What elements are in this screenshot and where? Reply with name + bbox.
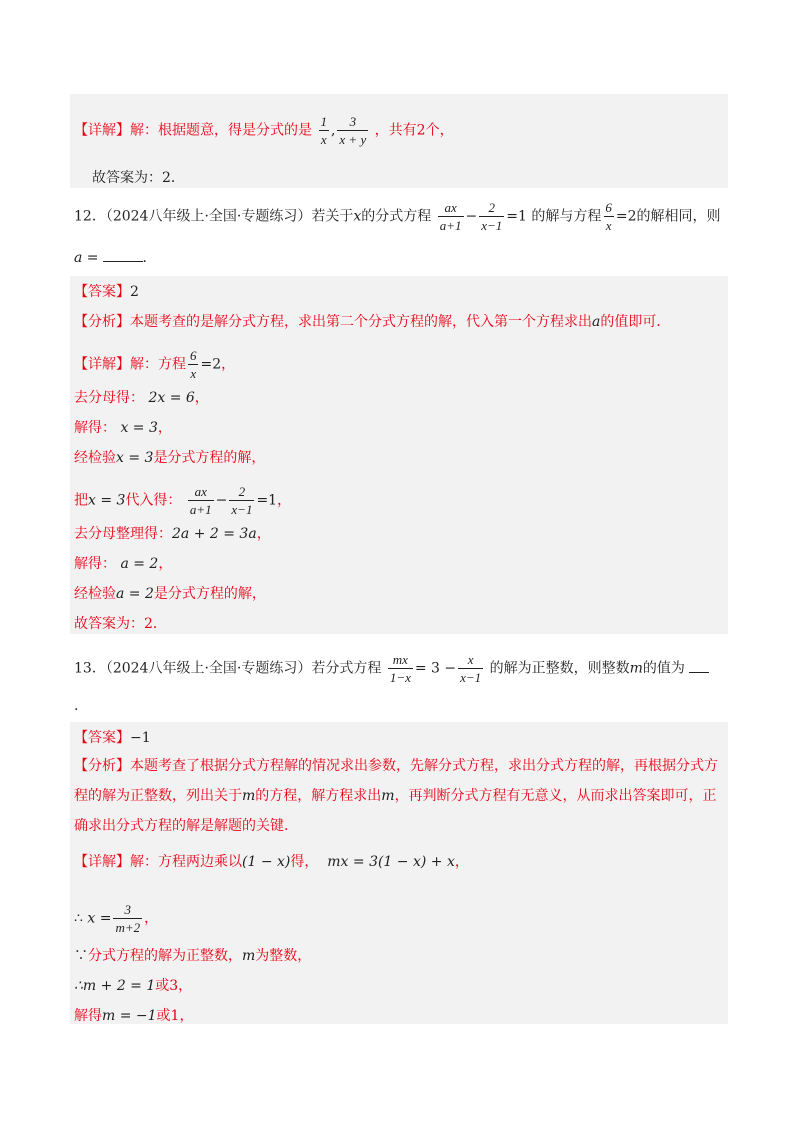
- step-text: 或3，: [155, 978, 193, 994]
- step-end: ，: [194, 390, 209, 406]
- q13-analysis-1: [74, 756, 718, 776]
- frac-2: $\frac{2}{x-1}$: [231, 484, 253, 517]
- q13-mid: = 3 −: [414, 660, 457, 677]
- step-text: 去分母整理得：: [74, 526, 172, 542]
- step-end: ，: [144, 910, 159, 927]
- q12-stem: [74, 200, 721, 233]
- therefore-symbol: ∴: [74, 910, 83, 927]
- analysis-tag: 【分析】: [74, 758, 130, 774]
- step-math: a = 2: [116, 586, 154, 602]
- q12-frac-2: $\frac{2}{x-1}$: [481, 200, 503, 233]
- analysis-text-b: 的值即可．: [600, 314, 671, 330]
- q12-step-8: [74, 584, 266, 604]
- q12-number: 12．: [74, 208, 106, 225]
- step-math: a = 2: [120, 556, 159, 572]
- step-math: =2: [200, 356, 222, 373]
- step-end: ，: [256, 526, 271, 542]
- step-end: ，: [221, 356, 236, 373]
- analysis-text-a: 程的解为正整数，列出关于: [74, 788, 242, 804]
- answer-blank[interactable]: [103, 247, 143, 262]
- q13-analysis-3: 确求出分式方程的解是解题的关键．: [74, 818, 298, 834]
- frac-ax: $\frac{ax}{a+1}$: [189, 484, 212, 517]
- detail-tag: 【详解】: [74, 854, 130, 870]
- answer-value: −1: [130, 730, 151, 746]
- q13-step-2: [74, 902, 158, 935]
- q12-var-x: x: [353, 208, 362, 225]
- q11-detail-line: 【详解】解：根据题意，得是分式的是 $\frac{1}{x}$ , $\frac{3}{x + y}$ ，共有2个，: [74, 114, 454, 147]
- q12-step-4: [74, 448, 265, 468]
- answer-blank[interactable]: [689, 658, 709, 673]
- analysis-var-1: m: [242, 788, 256, 804]
- analysis-text-b: 的方程，解方程求出: [255, 788, 382, 804]
- step-text-a: 把: [74, 492, 88, 509]
- analysis-tag: 【分析】: [74, 314, 130, 330]
- analysis-text-a: 本题考查的是解分式方程，求出第二个分式方程的解，代入第一个方程求出: [130, 314, 592, 330]
- step-end: ，: [277, 492, 292, 509]
- frac-6-over-x: $\frac{6}{x}$: [190, 348, 197, 381]
- q11-answer-line: 故答案为：2．: [92, 170, 185, 186]
- step-math: x = 3: [116, 450, 154, 466]
- step-end: ，: [158, 556, 173, 572]
- step-math: m = −1: [102, 1008, 157, 1024]
- q12-blank-line: [74, 247, 157, 268]
- step-text: 去分母得：: [74, 390, 144, 406]
- step-math: ∴m + 2 = 1: [74, 978, 156, 994]
- step-text: 解得：: [74, 556, 116, 572]
- step-end: ，: [157, 420, 172, 436]
- q12-rhs2: =2: [615, 208, 637, 225]
- q13-dot: .: [74, 698, 79, 714]
- analysis-text: 本题考查了根据分式方程解的情况求出参数，先解分式方程，求出分式方程的解，再根据分式方: [130, 758, 718, 774]
- q13-step-4: [74, 976, 192, 996]
- q13-stem: [74, 652, 709, 685]
- detail-tag: 【详解】: [74, 122, 130, 139]
- step-end: 是分式方程的解，: [153, 450, 266, 466]
- q12-frac-6: $\frac{6}{x}$: [605, 200, 612, 233]
- step-text-b: 为整数，: [255, 948, 312, 964]
- q12-step-1: [74, 348, 235, 381]
- q12-step-5: [74, 484, 291, 517]
- answer-tag: 【答案】: [74, 730, 130, 746]
- analysis-var-2: m: [381, 788, 395, 804]
- step-math: x = 3: [120, 420, 158, 436]
- answer-value: 2: [130, 284, 139, 300]
- q12-rhs: =1: [506, 208, 527, 225]
- step-text-b: 得，: [290, 854, 319, 870]
- q13-text-a: 若分式方程: [311, 660, 382, 677]
- q12-step-9: 故答案为：2．: [74, 616, 167, 632]
- frac-3-over-m-plus-2: $\frac{3}{m+2}$: [115, 902, 141, 935]
- because-symbol: ∵: [74, 948, 88, 964]
- step-var: m: [242, 948, 256, 964]
- q13-step-3: [74, 946, 311, 966]
- q12-step-2: [74, 388, 209, 408]
- step-math: 2a + 2 = 3a: [172, 526, 257, 542]
- step-text: 经检验: [74, 450, 116, 466]
- detail-text: 解：根据题意，得是分式的是: [130, 122, 312, 139]
- step-text: 解：方程: [130, 356, 186, 373]
- q12-end: ．: [142, 250, 157, 266]
- q13-analysis-2: [74, 786, 717, 806]
- q13-frac-mx: $\frac{mx}{1-x}$: [389, 652, 411, 685]
- step-text-b: 或1，: [156, 1008, 194, 1024]
- minus: −: [215, 492, 228, 509]
- step-math-a: x = 3: [88, 492, 126, 509]
- q12-text-b: 的分式方程: [361, 208, 432, 225]
- q12-analysis: [74, 312, 670, 332]
- detail-after: ，共有2个，: [374, 122, 454, 139]
- q13-var-m: m: [629, 660, 643, 677]
- step-text: 经检验: [74, 586, 116, 602]
- step-text-a: 解：方程两边乘以: [130, 854, 242, 870]
- q13-step-1: [74, 852, 469, 872]
- step-end: 是分式方程的解，: [153, 586, 266, 602]
- q13-text-b: 的解为正整数，则整数: [489, 660, 630, 677]
- q12-text-d: 的解相同，则: [636, 208, 721, 225]
- q12-var-a: a =: [74, 250, 99, 266]
- q12-text-c: 的解与方程: [531, 208, 602, 225]
- step-math: x =: [87, 910, 112, 927]
- q13-step-5: [74, 1006, 193, 1026]
- q13-text-c: 的值为: [642, 660, 685, 677]
- step-end: ，: [454, 854, 469, 870]
- q12-minus: −: [465, 208, 478, 225]
- q13-frac-x: $\frac{x}{x-1}$: [460, 652, 482, 685]
- q12-step-7: [74, 554, 172, 574]
- q12-step-3: [74, 418, 172, 438]
- q13-answer: [74, 728, 151, 748]
- q12-text-a: 若关于: [311, 208, 354, 225]
- answer-tag: 【答案】: [74, 284, 130, 300]
- rhs: =1: [256, 492, 278, 509]
- step-text-b: 代入得：: [125, 492, 182, 509]
- step-math-a: (1 − x): [242, 854, 291, 870]
- q12-source: （2024八年级上·全国·专题练习）: [105, 208, 312, 225]
- q12-answer: [74, 282, 139, 302]
- step-math-b: mx = 3(1 − x) + x: [327, 854, 455, 870]
- step-text-a: 解得: [74, 1008, 102, 1024]
- q13-source: （2024八年级上·全国·专题练习）: [105, 660, 312, 677]
- q12-step-6: [74, 524, 271, 544]
- step-text: 解得：: [74, 420, 116, 436]
- analysis-var: a: [592, 314, 601, 330]
- fraction-1-over-x: $\frac{1}{x}$: [320, 114, 327, 147]
- step-math: 2x = 6: [148, 390, 195, 406]
- fraction-3-over-x-plus-y: $\frac{3}{x + y}$: [339, 114, 367, 147]
- q13-number: 13．: [74, 660, 106, 677]
- step-text-a: 分式方程的解为正整数，: [88, 948, 242, 964]
- q12-frac-ax: $\frac{ax}{a+1}$: [439, 200, 462, 233]
- analysis-text-c: ，再判断分式方程有无意义，从而求出答案即可，正: [394, 788, 717, 804]
- detail-tag: 【详解】: [74, 356, 130, 373]
